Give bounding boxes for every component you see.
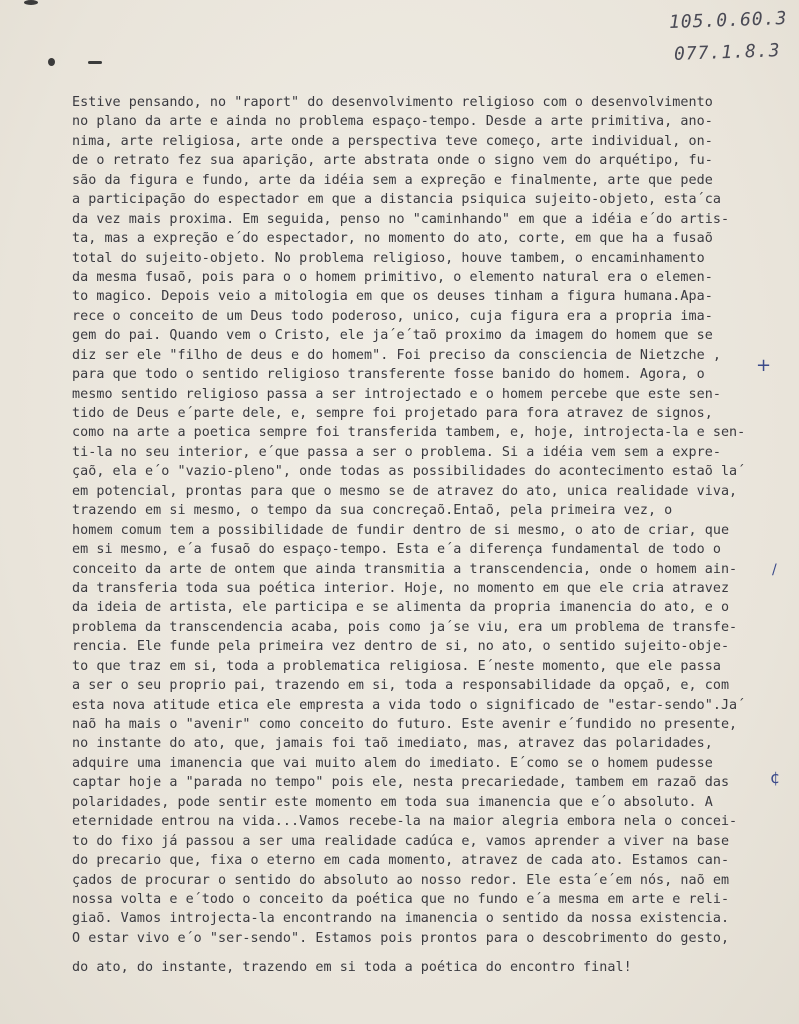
text-line: de o retrato fez sua aparição, arte abstrata onde o signo vem do arquétipo, fu- [72, 153, 713, 169]
text-line: Estive pensando, no "raport" do desenvolvimento religioso com o desenvolvimento [72, 95, 713, 110]
text-line: trazendo em si mesmo, o tempo da sua concreçaõ.Entaõ, pela primeira vez, o [72, 503, 673, 519]
ink-mark [88, 61, 102, 64]
archive-reference-number: 077.1.8.3 [674, 40, 782, 65]
margin-slash-mark: / [772, 562, 777, 578]
text-line: para que todo o sentido religioso transferente fosse banido do homem. Agora, o [72, 367, 705, 383]
text-line: no instante do ato, que, jamais foi taõ imediato, mas, atravez das polaridades, [72, 736, 713, 752]
typewritten-body [72, 93, 784, 978]
text-line: como na arte a poetica sempre foi transferida tambem, e, hoje, introjecta-la e sen- [72, 425, 746, 441]
text-line: çados de procurar o sentido do absoluto ao nosso redor. Ele esta´e´em nós, naõ em [72, 872, 730, 888]
margin-plus-mark: + [756, 355, 772, 376]
text-line: to do fixo já passou a ser uma realidade cadúca e, vamos aprender a viver na base [72, 833, 730, 849]
text-line: naõ ha mais o "avenir" como conceito do futuro. Este avenir e´fundido no presente, [72, 717, 738, 732]
text-line: captar hoje a "parada no tempo" pois ele, nesta precariedade, tambem em razaõ das [72, 775, 730, 791]
text-line: da ideia de artista, ele participa e se alimenta da propria imanencia do ato, e o [72, 600, 730, 616]
text-line: mesmo sentido religioso passa a ser introjectado e o homem percebe que este sen- [72, 386, 721, 402]
archive-reference-number: 105.0.60.3 [668, 7, 788, 34]
text-line: diz ser ele "filho de deus e do homem". Foi preciso da consciencia de Nietzche , [72, 347, 721, 363]
text-line: polaridades, pode sentir este momento em toda sua imanencia que e´o absoluto. A [72, 794, 713, 810]
text-line: rece o conceito de um Deus todo poderoso, unico, cuja figura era a propria ima- [72, 308, 713, 324]
text-line: to que traz em si, toda a problematica religiosa. E´neste momento, que ele passa [72, 658, 721, 674]
text-line: da vez mais proxima. Em seguida, penso no "caminhando" em que a idéia e´do artis- [72, 211, 730, 227]
text-line: conceito da arte de ontem que ainda transmitia a transcendencia, onde o homem ain- [72, 561, 738, 577]
text-line: adquire uma imanencia que vai muito alem do imediato. E´como se o homem pudesse [72, 755, 713, 771]
text-line: a participação do espectador em que a distancia psiquica sujeito-objeto, esta´ca [72, 192, 721, 208]
text-line: ta, mas a expreção e´do espectador, no momento do ato, corte, em que ha a fusaõ [72, 231, 713, 247]
text-line: nossa volta e e´todo o conceito da poética que no fundo e´a mesma em arte e reli- [72, 891, 730, 907]
text-line: do ato, do instante, trazendo em si toda a poética do encontro final! [72, 960, 632, 976]
text-line: a ser o seu proprio pai, trazendo em si, toda a responsabilidade da opçaõ, e, com [72, 678, 730, 694]
text-line: nima, arte religiosa, arte onde a perspectiva teve começo, arte individual, on- [72, 133, 713, 149]
text-line: em si mesmo, e´a fusaõ do espaço-tempo. Esta e´a diferença fundamental de todo o [72, 542, 721, 558]
text-line: da transferia toda sua poética interior. Hoje, no momento em que ele cria atravez [72, 580, 730, 596]
text-line: esta nova atitude etica ele empresta a vida todo o significado de "estar-sendo".Ja´ [72, 697, 746, 713]
text-line: são da figura e fundo, arte da idéia sem a expreção e finalmente, arte que pede [72, 172, 713, 188]
text-line: no plano da arte e ainda no problema espaço-tempo. Desde a arte primitiva, ano- [72, 114, 713, 130]
text-line: eternidade entrou na vida...Vamos recebe-la na maior alegria embora nela o concei- [72, 814, 738, 830]
text-line: çaõ, ela e´o "vazio-pleno", onde todas as possibilidades do acontecimento estaõ la´ [72, 464, 746, 480]
ink-blot [24, 0, 38, 5]
ink-blot [48, 58, 55, 66]
text-line: rencia. Ele funde pela primeira vez dentro de si, no ato, o sentido sujeito-obje- [72, 639, 730, 655]
text-line: problema da transcendencia acaba, pois como ja´se viu, era um problema de transfe- [72, 619, 738, 635]
text-line: gem do pai. Quando vem o Cristo, ele ja´e´taõ proximo da imagem do homem que se [72, 328, 713, 344]
margin-correction-mark: ¢ [770, 768, 781, 787]
text-line: giaõ. Vamos introjecta-la encontrando na imanencia o sentido da nossa existencia. [72, 911, 730, 927]
text-line: to magico. Depois veio a mitologia em que os deuses tinham a figura humana.Apa- [72, 289, 713, 305]
text-line: total do sujeito-objeto. No problema religioso, houve tambem, o encaminhamento [72, 250, 705, 266]
text-line: O estar vivo e´o "ser-sendo". Estamos pois prontos para o descobrimento do gesto, [72, 930, 730, 946]
text-line: tido de Deus e´parte dele, e, sempre foi projetado para fora atravez de signos, [72, 406, 713, 421]
text-line: homem comum tem a possibilidade de fundir dentro de si mesmo, o ato de criar, que [72, 522, 730, 538]
text-line: em potencial, prontas para que o mesmo se de atravez do ato, unica realidade viva, [72, 483, 738, 499]
text-line: ti-la no seu interior, e´que passa a ser o problema. Si a idéia vem sem a expre- [72, 444, 721, 460]
text-line: do precario que, fixa o eterno em cada momento, atravez de cada ato. Estamos can- [72, 853, 730, 869]
text-line: da mesma fusaõ, pois para o o homem primitivo, o elemento natural era o elemen- [72, 269, 713, 285]
